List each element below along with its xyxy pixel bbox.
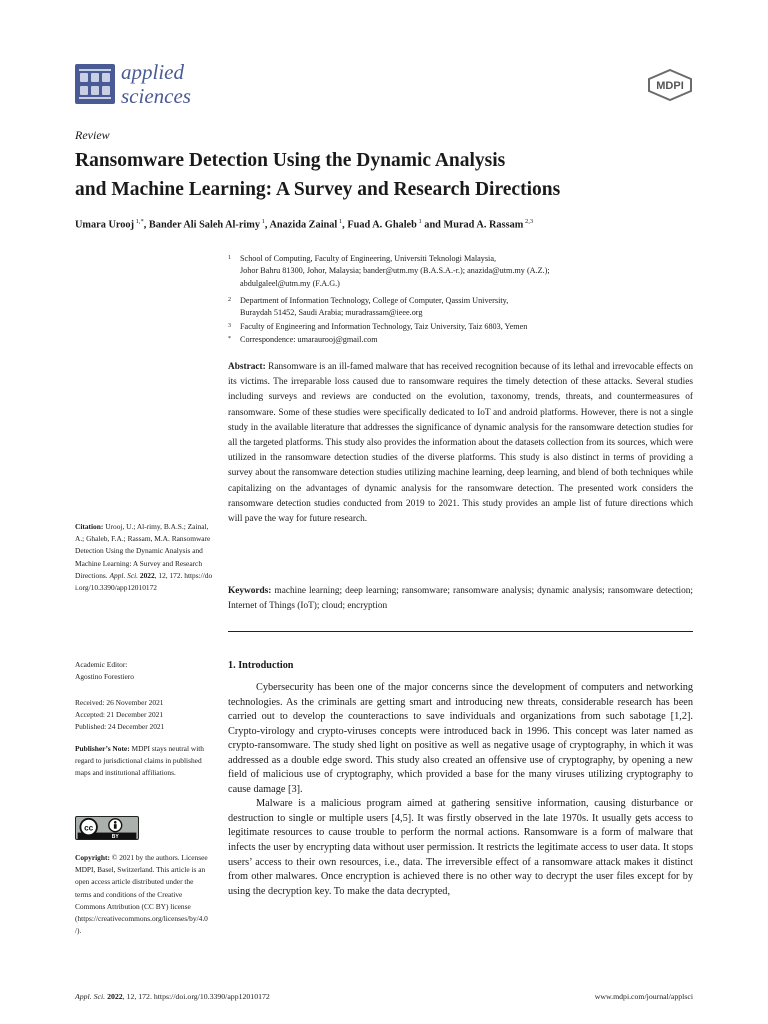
affiliation-text — [240, 253, 698, 290]
affiliation-number: 1 — [228, 255, 231, 261]
affiliation-item — [228, 295, 698, 320]
footer-journal-url[interactable]: www.mdpi.com/journal/applsci — [594, 992, 693, 1001]
academic-editor — [75, 659, 215, 683]
author-affiliation-mark: 1 — [416, 218, 422, 225]
affiliation-number: 2 — [228, 297, 231, 303]
footer-year: 2022 — [107, 992, 123, 1001]
paragraph-2: Malware is a malicious program aimed at gathering sensitive information, causing disturbance or destruction to single or multiple users [4,5]. It was firstly observed in the late 1970s. It usually gets access to legitimate resources to cause trouble to perform the normal actions. Ransomware is a form of malware that infects the user by encrypting data without user permission. It restricts the legitimate access to user data. It stops users’ access to their own resources, i.e., data. The irreversible effect of a ransomware attack makes it distinct from other malwares. Once encryption is achieved there is no other way to decrypt the user files except for by using the decryption key. To make the data decrypted, — [228, 798, 693, 897]
affiliation-number: 3 — [228, 323, 231, 329]
footer-doi[interactable]: , 12, 172. https://doi.org/10.3390/app12010172 — [122, 992, 270, 1001]
abstract-label: Abstract: — [228, 362, 266, 372]
publisher-name: MDPI — [656, 80, 684, 92]
author-name: Bander Ali Saleh Al-rimy — [148, 219, 261, 231]
article-title — [75, 146, 695, 204]
author-affiliation-mark: 1 — [260, 218, 265, 225]
author-separator: , — [264, 219, 270, 231]
citation-block — [75, 521, 215, 594]
copyright-text: © 2021 by the authors. Licensee MDPI, Basel, Switzerland. This article is an open access article distributed under the terms and conditions of the Creative Commons Attribution (CC BY) license (https://creativecommons.org/licenses/by/4.0/). — [75, 853, 208, 936]
affiliation-item — [228, 253, 698, 290]
abstract-text: Ransomware is an ill-famed malware that has received recognition because of its lethal and irrevocable effects on its victims. The irreparable loss caused due to ransomware requires the timely detection of these attacks. Several studies including surveys and reviews are conducted on the evolution, taxonomy, trends, threats, and countermeasures of ransomware. Some of these studies were specifically dedicated to IoT and android platforms. However, there is not a single study in the available literature that addresses the significance of dynamic analysis for the ransomware detection studies for all the targeted platforms. This study also provides the information about the datasets collection from its sources, which were utilized in the ransomware detection studies of the diverse platforms. This study is also distinct in terms of providing a survey about the ransomware detection studies utilizing machine learning, deep learning, and blend of both techniques while capitalizing on the advantages of dynamic analysis for the ransomware detection. The presented work considers the ransomware detection studies conducted from 2019 to 2021. This study provides an ample list of future directions which will pave the way for future research. — [228, 362, 693, 525]
citation-year: 2022 — [139, 570, 155, 580]
affiliation-number: * — [228, 336, 231, 342]
citation-doi-link[interactable]: https://doi.org/10.3390/app12010172 — [75, 570, 213, 593]
affiliation-line: Johor Bahru 81300, Johor, Malaysia; bander@utm.my (B.A.S.A.-r.); anazida@utm.my (A.Z.); — [240, 266, 550, 276]
author-separator: , — [342, 219, 348, 231]
publisher-note — [75, 743, 209, 780]
author-separator: and — [421, 219, 444, 231]
affiliation-line: Buraydah 51452, Saudi Arabia; muradrassam@ieee.org — [240, 308, 423, 318]
affiliation-line: Department of Information Technology, College of Computer, Qassim University, — [240, 296, 509, 305]
cc-by-license-badge[interactable] — [75, 816, 139, 840]
affiliation-text — [240, 321, 698, 333]
author-affiliation-mark: 1,* — [134, 218, 144, 225]
author-affiliation-mark: 2,3 — [523, 218, 534, 225]
affiliation-text — [240, 334, 698, 346]
citation-label: Citation: — [75, 522, 104, 531]
publication-dates — [75, 697, 215, 734]
footer-citation — [75, 992, 270, 1001]
author-affiliation-mark: 1 — [337, 218, 343, 225]
abstract — [228, 360, 693, 527]
citation-journal: Appl. Sci. — [109, 570, 139, 580]
author-list — [75, 218, 695, 230]
copyright-block — [75, 852, 209, 937]
by-label: BY — [111, 833, 119, 840]
affiliation-line: School of Computing, Faculty of Engineering, Universiti Teknologi Malaysia, — [240, 254, 497, 263]
affiliation-line: abdulgaleel@utm.my (F.A.G.) — [240, 278, 340, 288]
author-separator: , — [143, 219, 149, 231]
keywords-label: Keywords: — [228, 586, 272, 596]
affiliation-text — [240, 295, 698, 320]
affiliation-line: Correspondence: umaraurooj@gmail.com — [240, 335, 378, 344]
footer-journal: Appl. Sci. — [75, 992, 106, 1001]
section-heading-introduction: 1. Introduction — [228, 660, 294, 671]
affiliation-item — [228, 321, 698, 333]
published-date: Published: 24 December 2021 — [75, 722, 165, 732]
mdpi-logo — [647, 69, 693, 101]
note-text: MDPI stays neutral with regard to jurisdictional claims in published maps and institutional affiliations. — [75, 744, 204, 778]
keywords — [228, 584, 693, 613]
author-name: Anazida Zainal — [269, 219, 338, 231]
journal-logo — [75, 64, 115, 104]
citation-text: Urooj, U.; Al-rimy, B.A.S.; Zainal, A.; Ghaleb, F.A.; Rassam, M.A. Ransomware Detection Using the Dynamic Analysis and Machine Learning: A Survey and Research Directions. — [75, 522, 211, 580]
journal-name-line2: sciences — [121, 84, 191, 108]
person-icon — [114, 821, 117, 824]
accepted-date: Accepted: 21 December 2021 — [75, 710, 164, 720]
editor-name: Agostino Forestiero — [75, 672, 134, 682]
received-date: Received: 26 November 2021 — [75, 698, 164, 707]
divider — [228, 631, 693, 632]
title-line-1: Ransomware Detection Using the Dynamic Analysis — [75, 150, 506, 171]
article-type: Review — [75, 128, 110, 142]
editor-label: Academic Editor: — [75, 660, 128, 669]
cc-icon: cc — [84, 823, 94, 833]
citation-volume: , 12, 172. — [154, 570, 183, 580]
note-label: Publisher’s Note: — [75, 744, 130, 753]
journal-name-line1: applied — [121, 60, 184, 84]
author-name: Fuad A. Ghaleb — [347, 219, 417, 231]
affiliation-line: Faculty of Engineering and Information Technology, Taiz University, Taiz 6803, Yemen — [240, 322, 528, 331]
title-line-2: and Machine Learning: A Survey and Research Directions — [75, 179, 561, 200]
paragraph-1: Cybersecurity has been one of the major concerns since the development of computers and networking technologies. As the criminals are getting smart and introducing new threats, considerable research has been carried out to develop the counteractions to save individuals and organizations from such sabotage [1,2]. Crypto-virology and crypto-viruses concepts were introduced back in 1996. This concept was later named as crypto-ransomware. The study shed light on positive as well as negative usage of cryptography, in which it was addressed as a double edge sword. This study also created an offensive use of cryptography, by opening a new field of malicious use of cryptography, which provided a base for the many viruses utilizing cryptography to cause damage [3]. — [228, 682, 693, 795]
introduction-body — [228, 681, 693, 899]
copyright-label: Copyright: — [75, 853, 110, 862]
affiliation-item — [228, 334, 698, 346]
author-name: Murad A. Rassam — [443, 219, 524, 231]
author-name: Umara Urooj — [75, 219, 135, 231]
keywords-text: machine learning; deep learning; ransomware; ransomware analysis; dynamic analysis; ransomware detection; Internet of Things (IoT); cloud; encryption — [228, 586, 694, 611]
